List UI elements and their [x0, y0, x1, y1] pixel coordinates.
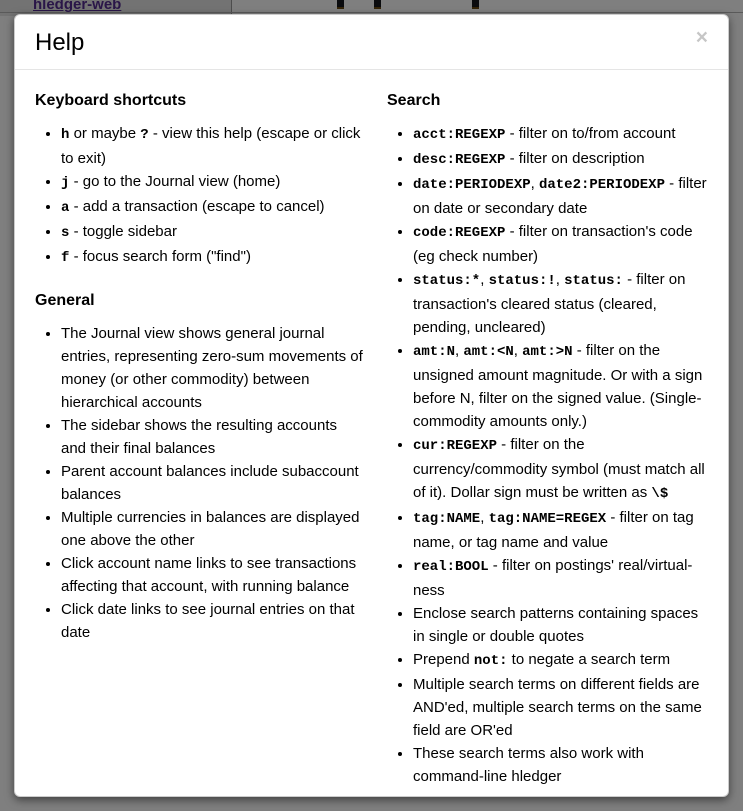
help-list-item: • acct:REGEXP - filter on to/from account	[413, 122, 710, 147]
code-term: tag:NAME	[413, 511, 481, 527]
help-list-item: • f - focus search form ("find")	[61, 245, 365, 270]
modal-header	[15, 15, 728, 70]
code-term: not:	[473, 653, 508, 669]
code-term: cur:REGEXP	[413, 438, 498, 454]
help-column-left	[35, 70, 365, 788]
code-term: ?	[140, 127, 149, 143]
code-term: f	[61, 250, 70, 266]
close-icon[interactable]: ×	[690, 25, 714, 50]
code-term: acct:REGEXP	[413, 127, 506, 143]
help-list-item: • These search terms also work with command-line hledger	[413, 742, 710, 788]
help-list-item: • The sidebar shows the resulting accounts and their final balances	[61, 414, 365, 460]
code-term: code:REGEXP	[413, 225, 506, 241]
code-term: a	[61, 200, 70, 216]
section-heading: Search	[387, 92, 441, 109]
help-list-item: • j - go to the Journal view (home)	[61, 170, 365, 195]
code-term: status:!	[488, 273, 556, 289]
code-term: real:BOOL	[413, 559, 489, 575]
code-term: \$	[651, 486, 669, 502]
help-list-item: • Prepend not: to negate a search term	[413, 648, 710, 673]
help-list-item: • s - toggle sidebar	[61, 220, 365, 245]
modal-body	[15, 70, 728, 808]
help-list-item: • Click date links to see journal entries on that date	[61, 598, 365, 644]
help-list-item: • amt:N, amt:<N, amt:>N - filter on the unsigned amount magnitude. Or with a sign before N, filter on the signed value. (Single-commodity amounts only.)	[413, 339, 710, 433]
code-term: status:	[564, 273, 623, 289]
help-list-item: • Click account name links to see transactions affecting that account, with running balance	[61, 552, 365, 598]
code-term: tag:NAME=REGEX	[488, 511, 607, 527]
help-list-item: • Multiple search terms on different fields are AND'ed, multiple search terms on the same field are OR'ed	[413, 673, 710, 742]
help-list-item: • status:*, status:!, status: - filter on transaction's cleared status (cleared, pending, uncleared)	[413, 268, 710, 339]
help-list-item: • code:REGEXP - filter on transaction's code (eg check number)	[413, 220, 710, 268]
help-list-item: • The Journal view shows general journal entries, representing zero-sum movements of money (or other commodity) between hierarchical accounts	[61, 322, 365, 414]
help-list-item: • Enclose search patterns containing spaces in single or double quotes	[413, 602, 710, 648]
help-list-item: • h or maybe ? - view this help (escape or click to exit)	[61, 122, 365, 170]
help-list-item: • tag:NAME, tag:NAME=REGEX - filter on tag name, or tag name and value	[413, 506, 710, 554]
help-list-item: • cur:REGEXP - filter on the currency/commodity symbol (must match all of it). Dollar sign must be written as \$	[413, 433, 710, 506]
section-heading: Keyboard shortcuts	[35, 92, 187, 109]
help-list-item: • a - add a transaction (escape to cancel)	[61, 195, 365, 220]
help-list	[35, 322, 365, 644]
help-list-item: • Parent account balances include subaccount balances	[61, 460, 365, 506]
code-term: status:*	[413, 273, 481, 289]
help-list-item: • real:BOOL - filter on postings' real/virtual-ness	[413, 554, 710, 602]
help-list	[35, 122, 365, 270]
help-modal	[14, 14, 729, 797]
code-term: amt:<N	[463, 344, 514, 360]
code-term: s	[61, 225, 70, 241]
modal-title: Help	[35, 29, 85, 56]
code-term: desc:REGEXP	[413, 152, 506, 168]
section-heading: General	[35, 292, 95, 309]
help-list	[387, 122, 710, 788]
help-list-item: • desc:REGEXP - filter on description	[413, 147, 710, 172]
code-term: amt:>N	[522, 344, 573, 360]
code-term: j	[61, 175, 70, 191]
code-term: h	[61, 127, 70, 143]
code-term: date:PERIODEXP	[413, 177, 531, 193]
help-list-item: • Multiple currencies in balances are displayed one above the other	[61, 506, 365, 552]
help-list-item: • date:PERIODEXP, date2:PERIODEXP - filter on date or secondary date	[413, 172, 710, 220]
code-term: amt:N	[413, 344, 456, 360]
code-term: date2:PERIODEXP	[538, 177, 665, 193]
help-column-right	[387, 70, 710, 788]
